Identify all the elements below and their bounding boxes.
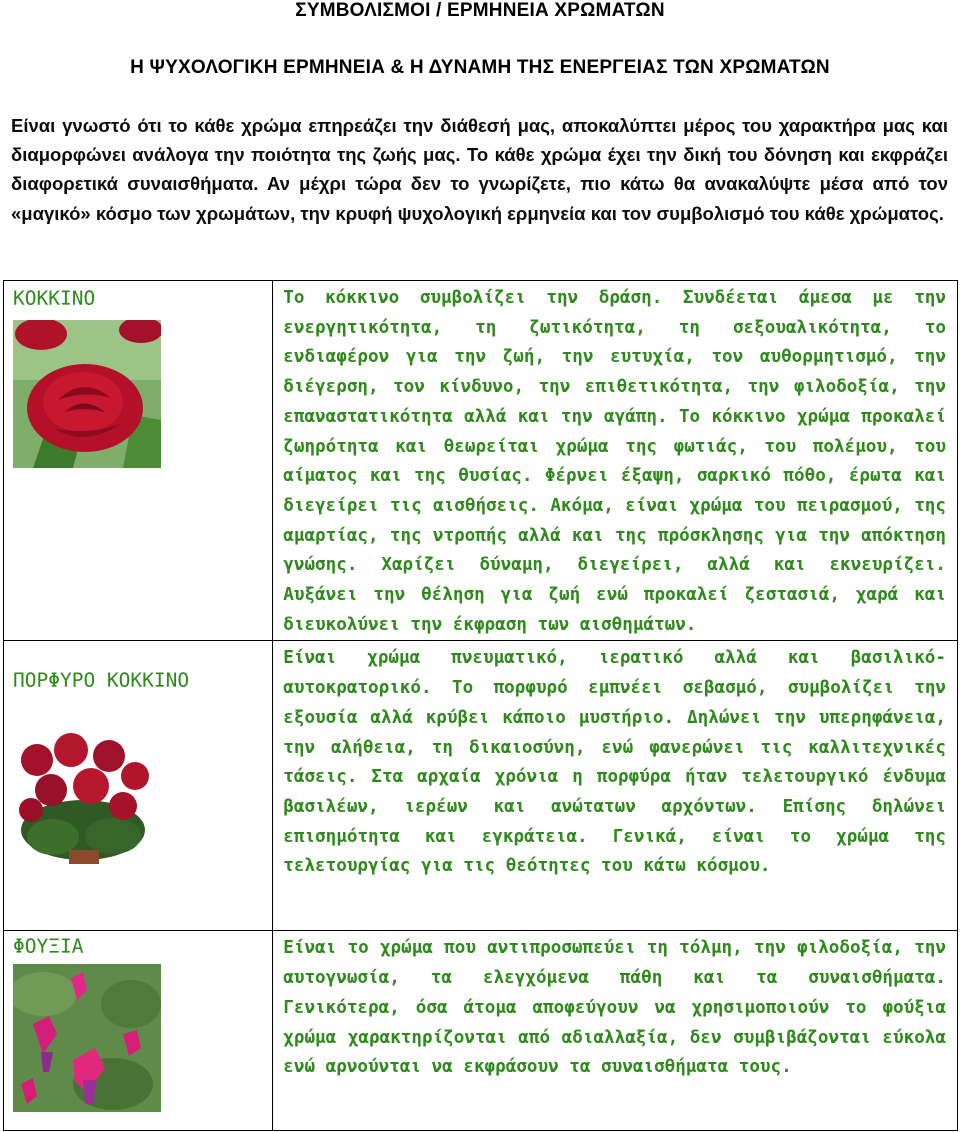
table-row — [4, 281, 958, 641]
color-description-cell — [273, 281, 958, 641]
fuchsia-flower-icon — [13, 964, 161, 1112]
color-label-red: ΚΟΚΚΙΝΟ — [13, 287, 96, 310]
color-label-purple-red: ΠΟΡΦΥΡΟ ΚΟΚΚΙΝΟ — [13, 669, 190, 693]
red-rose-icon — [13, 320, 161, 468]
table-row — [4, 641, 958, 931]
intro-paragraph: Είναι γνωστό ότι το κάθε χρώμα επηρεάζει την διάθεσή μας, αποκαλύπτει μέρος του χαρακτήρα μας και διαμορφώνει ανάλογα την ποιότητα της ζωής μας. Το κάθε χρώμα έχει την δική του δόνηση και εκφράζει διαφορετικά συναισθήματα. Αν μέχρι τώρα δεν το γνωρίζετε, πιο κάτω θα ανακαλύψτε μέσα από τον «μαγικό» κόσμο των χρωμάτων, την κρυφή ψυχολογική ερμηνεία και τον συμβολισμό του κάθε χρώματος. — [11, 115, 948, 224]
color-name-cell — [4, 641, 273, 931]
color-description-cell — [273, 931, 958, 1131]
color-description-purple-red: Είναι χρώμα πνευματικό, ιερατικό αλλά και βασιλικό-αυτοκρατορικό. Το πορφυρό εμπνέει σεβασμό, συμβολίζει την εξουσία αλλά κρύβει κάποιο μυστήριο. Δηλώνει την υπερηφάνεια, την αλήθεια, τη δικαιοσύνη, ενώ φανερώνει τις καλλιτεχνικές τάσεις. Στα αρχαία χρόνια η πορφύρα ήταν τελετουργικό ένδυμα βασιλέων, ιερέων και ανώτατων αρχόντων. Επίσης δηλώνει επισημότητα και εγκράτεια. Γενικά, είναι το χρώμα της τελετουργίας για τις θεότητες του κάτω κόσμου. — [283, 648, 946, 877]
color-meanings-table — [3, 280, 958, 1131]
color-description-fuchsia: Είναι το χρώμα που αντιπροσωπεύει τη τόλμη, την φιλοδοξία, την αυτογνωσία, τα ελεγχόμενα πάθη και τα συναισθήματα. Γενικότερα, όσα άτομα αποφεύγουν να χρησιμοποιούν το φούξια χρώμα χαρακτηρίζονται από αδιαλλαξία, δεν συμβιβάζονται εύκολα ενώ αρνούνται να εκφράσουν τα συναισθήματα τους. — [283, 938, 946, 1078]
page-subtitle: Η ΨΥΧΟΛΟΓΙΚΗ ΕΡΜΗΝΕΙΑ & Η ΔΥΝΑΜΗ ΤΗΣ ΕΝΕΡΓΕΙΑΣ ΤΩΝ ΧΡΩΜΑΤΩΝ — [130, 57, 830, 78]
color-description-cell — [273, 641, 958, 931]
geranium-icon — [13, 732, 153, 864]
color-name-cell — [4, 281, 273, 641]
color-name-cell — [4, 931, 273, 1131]
page-title: ΣΥΜΒΟΛΙΣΜΟΙ / ΕΡΜΗΝΕΙΑ ΧΡΩΜΑΤΩΝ — [295, 0, 665, 21]
table-row — [4, 931, 958, 1131]
color-description-red: Το κόκκινο συμβολίζει την δράση. Συνδέεται άμεσα με την ενεργητικότητα, τη ζωτικότητα, τη σεξουαλικότητα, το ενδιαφέρον για την ζωή, την ευτυχία, τον αυθορμητισμό, την διέγερση, τον κίνδυνο, την επιθετικότητα, την φιλοδοξία, την επαναστατικότητα αλλά και την αγάπη. Το κόκκινο χρώμα προκαλεί ζωηρότητα και θεωρείται χρώμα της φωτιάς, του πολέμου, του αίματος και της θυσίας. Φέρνει έξαψη, σαρκικό πόθο, έρωτα και διεγείρει τις αισθήσεις. Ακόμα, είναι χρώμα του πειρασμού, της αμαρτίας, της ντροπής αλλά και της πρόσκλησης για την απόκτηση γνώσης. Χαρίζει δύναμη, διεγείρει, αλλά και εκνευρίζει. Αυξάνει την θέληση για ζωή ενώ προκαλεί ζεστασιά, χαρά και διευκολύνει την έκφραση των αισθημάτων. — [283, 288, 946, 635]
color-label-fuchsia: ΦΟΥΞΙΑ — [13, 935, 84, 959]
